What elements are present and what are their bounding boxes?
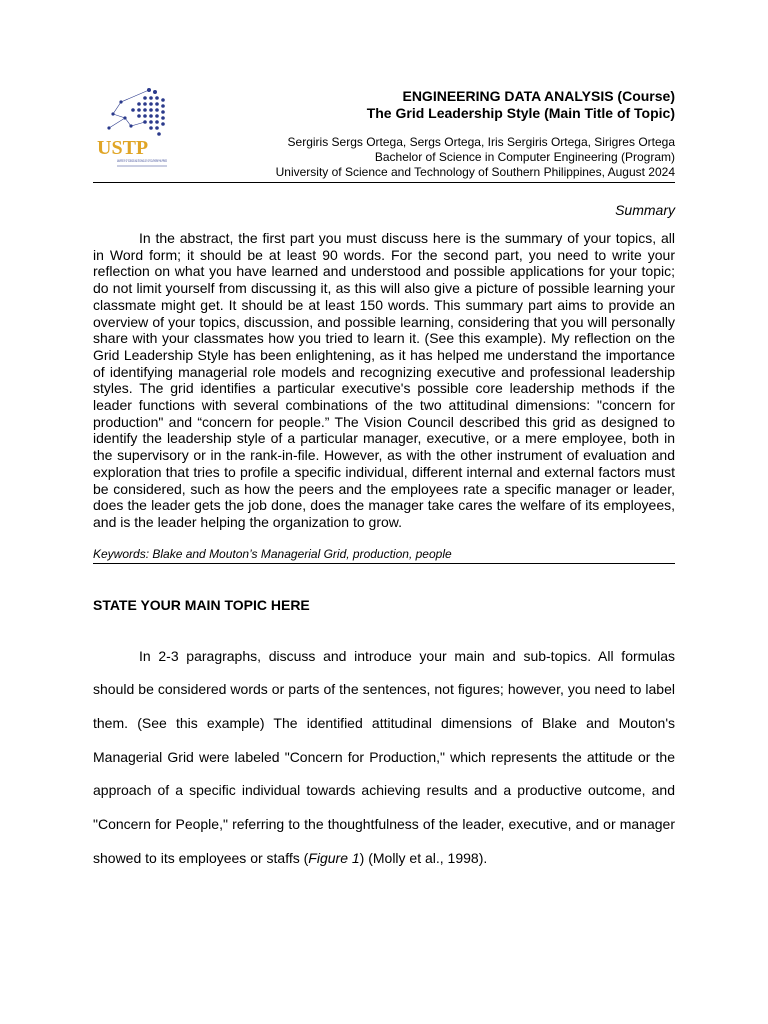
para-text-before: In 2-3 paragraphs, discuss and introduce your main and sub-topics. All formulas should be considered words or parts of the sentences, not figures; however, you need to label them. (See this example) The identified attitudinal dimensions of Blake and Mouton's Managerial Grid were labeled "Concern for Production," which represents the attitude or the approach of a specific individual towards achieving results and a productive outcome, and "Concern for People," referring to the thoughtfulness of the leader, executive, and or manager showed to its employees or staffs ( [93,647,675,866]
university-date-line: University of Science and Technology of Southern Philippines, August 2024 [275,165,675,179]
document-header [93,80,675,183]
main-topic-heading: STATE YOUR MAIN TOPIC HERE [93,596,310,613]
header-text-block [276,88,675,180]
document-page [93,80,675,876]
keywords-line: Keywords: Blake and Mouton’s Managerial Grid, production, people [93,547,675,564]
summary-paragraph: In the abstract, the first part you must discuss here is the summary of your topics, all in Word form; it should be at least 90 words. For the second part, you need to write your reflection on what you have learned and understood and possible applications for your topic; do not limit yourself from discussing it, as this will also give a picture of possible learning your classmate might get. It should be at least 150 words. This summary part aims to provide an overview of your topics, discussion, and possible learning, considering that you will personally share with your classmates how you tried to learn it. (See this example). My reflection on the Grid Leadership Style has been enlightening, as it has helped me understand the importance of identifying managerial role models and recognizing executive and professional leadership styles. The grid identifies a particular executive's possible core leadership methods if the leader functions with several combinations of the two attitudinal dimensions: "concern for production" and “concern for people.” The Vision Council described this grid as designed to identify the leadership style of a particular manager, executive, or a mere employee, both in the supervisory or in the rank-in-file. However, as with the other instrument of evaluation and exploration that tries to profile a specific individual, different internal and external factors must be considered, such as how the peers and the employees rate a specific manager or leader, does the leader gets the job done, does the manager take cares the welfare of its employees, and is the leader helping the organization to grow. [93,230,675,530]
summary-heading: Summary [615,202,675,218]
main-topic-paragraph [93,640,675,876]
logo-subtext: UNIVERSITY OF SCIENCE AND TECHNOLOGY OF SOUTHERN PHILIPPINES [117,159,168,163]
logo-wordmark: USTP [97,137,149,159]
course-title: ENGINEERING DATA ANALYSIS (Course) [402,88,675,104]
figure-reference: Figure 1 [308,849,360,866]
authors-line: Sergiris Sergs Ortega, Sergs Ortega, Iris Sergiris Ortega, Sirigres Ortega [287,135,675,149]
ustp-logo [95,84,169,174]
topic-title: The Grid Leadership Style (Main Title of Topic) [366,105,675,121]
program-line: Bachelor of Science in Computer Engineering (Program) [374,150,675,164]
para-text-after: ) (Molly et al., 1998). [359,849,488,866]
